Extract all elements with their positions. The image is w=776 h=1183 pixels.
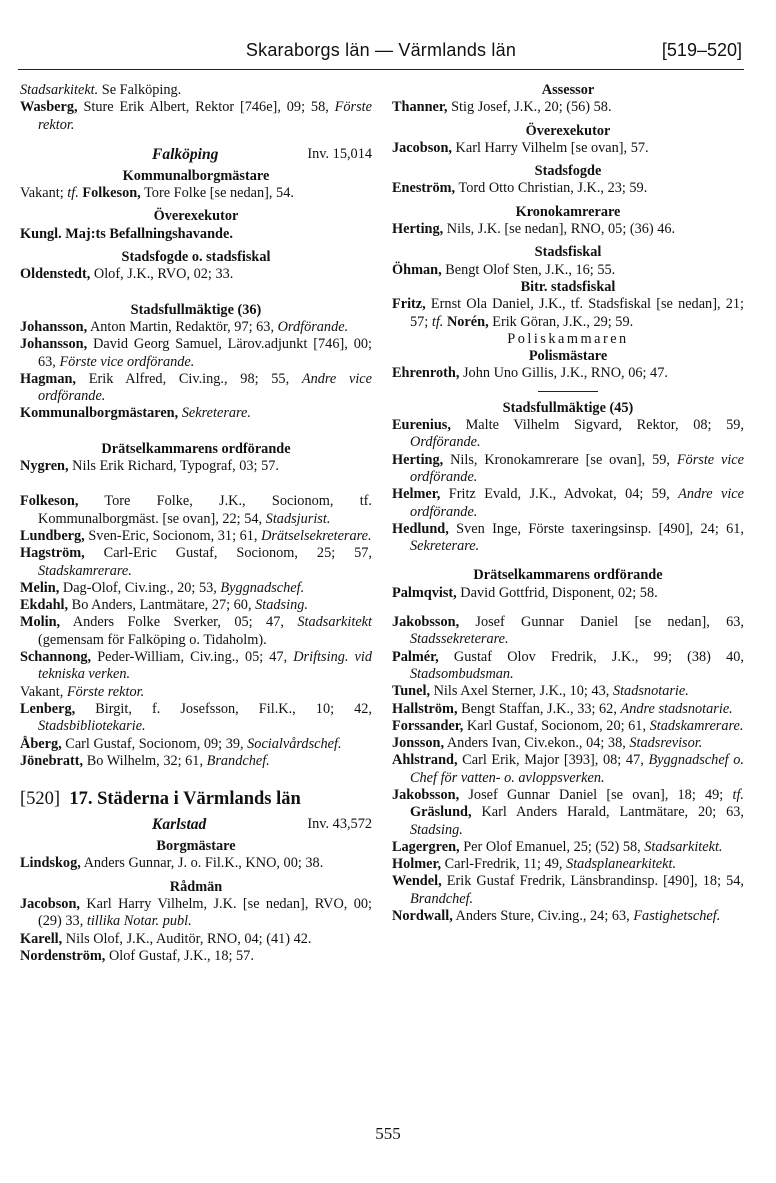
section-heading: Polismästare [528,348,608,365]
list-item: Stadsarkitekt. Se Falköping. [20,82,182,98]
divider [538,391,598,392]
list-item: Jönebratt, Bo Wilhelm, 32; 61, Brandchef. [20,752,270,769]
list-item: Jakobsson, Josef Gunnar Daniel [se ovan], 18; 49; tf. Gräslund, Karl Anders Harald, Lantmätare, 20; 63, Stadsing. [392,786,744,838]
list-item: Forssander, Karl Gustaf, Socionom, 20; 61, Stadskamrerare. [392,717,744,734]
list-item: Lindskog, Anders Gunnar, J. o. Fil.K., KNO, 00; 38. [20,855,324,872]
list-item: Wendel, Erik Gustaf Fredrik, Länsbrandinsp. [490], 18; 54, Brandchef. [392,873,744,907]
list-item: Johansson, Anton Martin, Redaktör, 97; 63, Ordförande. [20,318,349,335]
section-heading: Stadsfiskal [534,244,602,261]
list-item: Åberg, Carl Gustaf, Socionom, 09; 39, Socialvårdschef. [20,735,342,752]
list-item: Hagman, Erik Alfred, Civ.ing., 98; 55, Andre vice ordförande. [20,370,372,405]
list-item: Lundberg, Sven-Eric, Socionom, 31; 61, Drätselsekreterare. [20,527,372,544]
running-title: Skaraborgs län — Värmlands län [245,40,517,60]
list-item: Helmer, Fritz Evald, J.K., Advokat, 04; 59, Andre vice ordförande. [392,486,745,520]
left-column [20,82,372,965]
section-heading: Drätselkammarens ordförande [101,440,291,457]
list-item: Folkeson, Tore Folke, J.K., Socionom, tf. Kommunalborgmäst. [se ovan], 22; 54, Stadsjurist. [20,493,372,527]
right-column [392,82,744,925]
city-heading [20,816,372,838]
section-heading: Rådmän [169,878,223,895]
section-heading: Assessor [541,82,595,98]
list-item: Eurenius, Malte Vilhelm Sigvard, Rektor, 08; 59, Ordförande. [392,417,744,451]
list-item: Holmer, Carl-Fredrik, 11; 49, Stadsplanearkitekt. [392,856,677,873]
list-item: Jakobsson, Josef Gunnar Daniel [se nedan], 63, Stadssekreterare. [392,614,744,648]
section-heading: Stadsfogde o. stadsfiskal [121,249,271,266]
page-range: [519–520] [661,40,742,60]
section-heading: Kommunalborgmästare [122,167,270,184]
list-item: Hedlund, Sven Inge, Förste taxeringsinsp. [490], 24; 61, Sekreterare. [392,520,744,555]
section-heading: Kronokamrerare [515,203,621,220]
section-heading: Stadsfullmäktige (45) [502,399,634,416]
section-heading: Poliskammaren [507,330,629,347]
list-item: Lenberg, Birgit, f. Josefsson, Fil.K., 10; 42, Stadsbibliotekarie. [20,700,372,735]
list-item: Eneström, Tord Otto Christian, J.K., 23; 59. [392,180,648,197]
chapter-title: [520] 17. Städerna i Värmlands län [20,789,301,810]
section-heading: Stadsfullmäktige (36) [130,301,262,318]
list-item: Karell, Nils Olof, J.K., Auditör, RNO, 04; (41) 42. [20,930,312,947]
list-item: Vakant, Förste rektor. [20,683,145,700]
city-name: Karlstad [152,816,207,834]
city-name: Falköping [152,145,219,163]
list-item: Lagergren, Per Olof Emanuel, 25; (52) 58, Stadsarkitekt. [392,838,723,855]
page-number: 555 [375,1124,401,1143]
list-item: Molin, Anders Folke Sverker, 05; 47, Stadsarkitekt (gemensam för Falköping o. Tidaholm). [20,614,372,648]
list-item: Nordwall, Anders Sture, Civ.ing., 24; 63, Fastighetschef. [392,908,721,925]
section-heading: Stadsfogde [534,163,602,180]
list-item: Hagström, Carl-Eric Gustaf, Socionom, 25; 57, Stadskamrerare. [20,545,372,579]
list-item: Nordenström, Olof Gustaf, J.K., 18; 57. [20,947,254,964]
list-item: Kungl. Maj:ts Befallningshavande. [20,225,233,242]
section-heading: Överexekutor [153,208,239,225]
list-item: Jonsson, Anders Ivan, Civ.ekon., 04; 38, Stadsrevisor. [392,735,703,752]
list-item: Jacobson, Karl Harry Vilhelm, J.K. [se nedan], RVO, 00; (29) 33, tillika Notar. publ. [20,895,372,930]
list-item: Melin, Dag-Olof, Civ.ing., 20; 53, Byggnadschef. [20,579,305,596]
section-heading: Borgmästare [156,838,236,855]
list-item: Tunel, Nils Axel Sterner, J.K., 10; 43, Stadsnotarie. [392,683,689,700]
section-heading: Bitr. stadsfiskal [520,278,616,295]
list-item: Ekdahl, Bo Anders, Lantmätare, 27; 60, Stadsing. [20,597,308,614]
list-item: Ehrenroth, John Uno Gillis, J.K., RNO, 06; 47. [392,365,668,382]
city-heading [20,146,372,168]
city-population: Inv. 15,014 [307,145,372,162]
header-rule [18,69,744,70]
list-item: Palmqvist, David Gottfrid, Disponent, 02; 58. [392,584,658,601]
list-item: Fritz, Ernst Ola Daniel, J.K., tf. Stadsfiskal [se nedan], 21; 57; tf. Norén, Erik Göran, J.K., 29; 59. [392,296,744,330]
list-item: Herting, Nils, Kronokamrerare [se ovan], 59, Förste vice ordförande. [392,451,744,485]
list-item: Öhman, Bengt Olof Sten, J.K., 16; 55. [392,261,616,278]
list-item: Kommunalborgmästaren, Sekreterare. [20,405,251,422]
city-population: Inv. 43,572 [307,816,372,833]
list-item: Thanner, Stig Josef, J.K., 20; (56) 58. [392,99,612,116]
list-item: Hallström, Bengt Staffan, J.K., 33; 62, Andre stadsnotarie. [392,700,733,717]
list-item: Ahlstrand, Carl Erik, Major [393], 08; 47, Byggnadschef o. Chef för vatten- o. avloppsverken. [392,752,744,786]
list-item: Schannong, Peder-William, Civ.ing., 05; 47, Driftsing. vid tekniska verken. [20,649,372,683]
list-item: Herting, Nils, J.K. [se nedan], RNO, 05; (36) 46. [392,221,676,238]
list-item: Vakant; tf. Folkeson, Tore Folke [se nedan], 54. [20,185,294,202]
list-item: Johansson, David Georg Samuel, Lärov.adjunkt [746], 00; 63, Förste vice ordförande. [20,336,372,370]
list-item: Palmér, Gustaf Olov Fredrik, J.K., 99; (38) 40, Stadsombudsman. [392,648,744,682]
section-heading: Drätselkammarens ordförande [473,567,663,584]
page-header [20,40,742,66]
list-item: Nygren, Nils Erik Richard, Typograf, 03; 57. [20,458,279,475]
list-item: Jacobson, Karl Harry Vilhelm [se ovan], 57. [392,139,649,156]
list-item: Wasberg, Sture Erik Albert, Rektor [746e], 09; 58, Förste rektor. [20,99,372,133]
list-item: Oldenstedt, Olof, J.K., RVO, 02; 33. [20,266,234,283]
section-heading: Överexekutor [525,122,611,139]
